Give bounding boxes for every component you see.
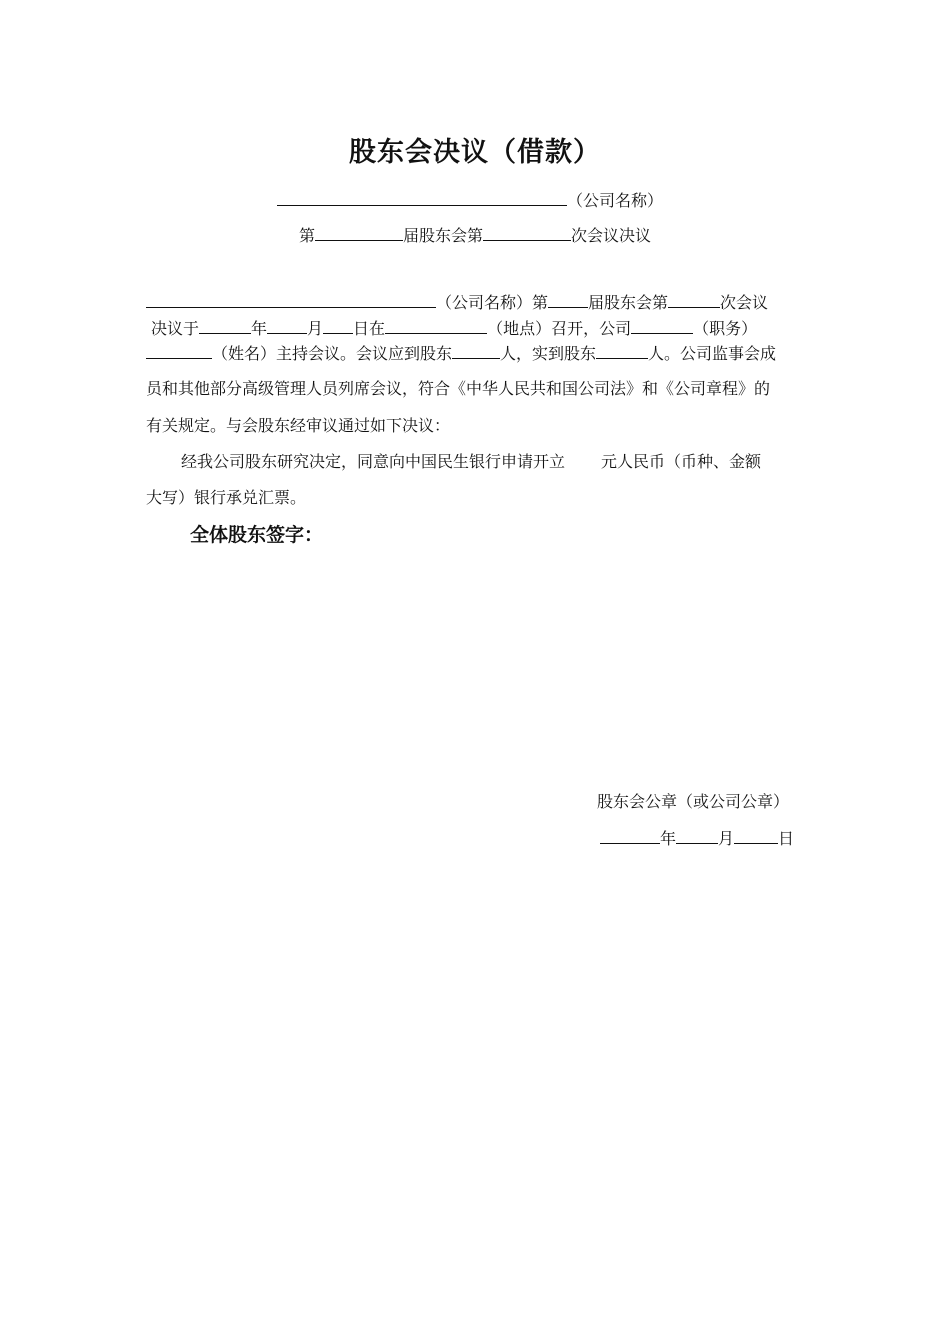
body-line-3 — [146, 343, 776, 364]
resolution-text-start: 经我公司股东研究决定，同意向中国民生银行申请开立 — [181, 452, 566, 471]
attended-shareholders-blank — [596, 343, 648, 359]
term-blank — [315, 225, 403, 241]
host-name-blank — [146, 343, 212, 359]
sign-day-label: 日 — [778, 829, 795, 848]
company-seal-label: 股东会公章（或公司公章） — [597, 792, 790, 811]
day-blank — [323, 318, 353, 334]
session-mid: 届股东会第 — [403, 226, 484, 245]
body-line-2 — [151, 318, 757, 339]
company-name-line — [277, 190, 663, 211]
sign-day-blank — [734, 828, 778, 844]
location-label: （地点）召开，公司 — [487, 319, 632, 338]
month-blank — [267, 318, 307, 334]
expected-shareholders-blank — [452, 343, 500, 359]
body-meeting-label: 次会议 — [720, 293, 769, 312]
session-suffix: 次会议决议 — [571, 226, 652, 245]
shareholder-signature-label: 全体股东签字： — [190, 524, 324, 546]
body-line-1 — [146, 292, 768, 313]
resolution-line-1 — [181, 452, 761, 472]
sign-month-label: 月 — [718, 829, 735, 848]
day-label: 日在 — [353, 319, 386, 338]
body-company-label: （公司名称）第 — [436, 293, 549, 312]
role-label: （职务） — [693, 319, 758, 338]
signature-date — [600, 828, 794, 849]
month-label: 月 — [307, 319, 324, 338]
body-term-blank — [548, 292, 588, 308]
attended-label: 人，实到股东 — [500, 344, 597, 363]
supervisors-label: 人。公司监事会成 — [648, 344, 777, 363]
sign-month-blank — [676, 828, 718, 844]
company-name-label: （公司名称） — [567, 191, 664, 210]
meeting-number-blank — [483, 225, 571, 241]
year-blank — [199, 318, 251, 334]
sign-year-label: 年 — [660, 829, 677, 848]
company-name-blank — [277, 190, 567, 206]
resolution-text-end: 元人民币（币种、金额 — [601, 452, 762, 471]
body-company-blank — [146, 292, 436, 308]
session-line — [299, 225, 651, 246]
location-blank — [385, 318, 487, 334]
body-line-4: 员和其他部分高级管理人员列席会议，符合《中华人民共和国公司法》和《公司章程》的 — [146, 379, 771, 398]
resolution-date-label: 决议于 — [151, 319, 200, 338]
sign-year-blank — [600, 828, 660, 844]
year-label: 年 — [251, 319, 268, 338]
body-meeting-blank — [668, 292, 720, 308]
session-prefix: 第 — [299, 226, 316, 245]
host-label: （姓名）主持会议。会议应到股东 — [212, 344, 453, 363]
resolution-line-2: 大写）银行承兑汇票。 — [146, 488, 307, 507]
document-title: 股东会决议（借款） — [349, 137, 601, 168]
body-term-label: 届股东会第 — [588, 293, 669, 312]
role-blank — [631, 318, 693, 334]
body-line-5: 有关规定。与会股东经审议通过如下决议： — [146, 416, 451, 435]
